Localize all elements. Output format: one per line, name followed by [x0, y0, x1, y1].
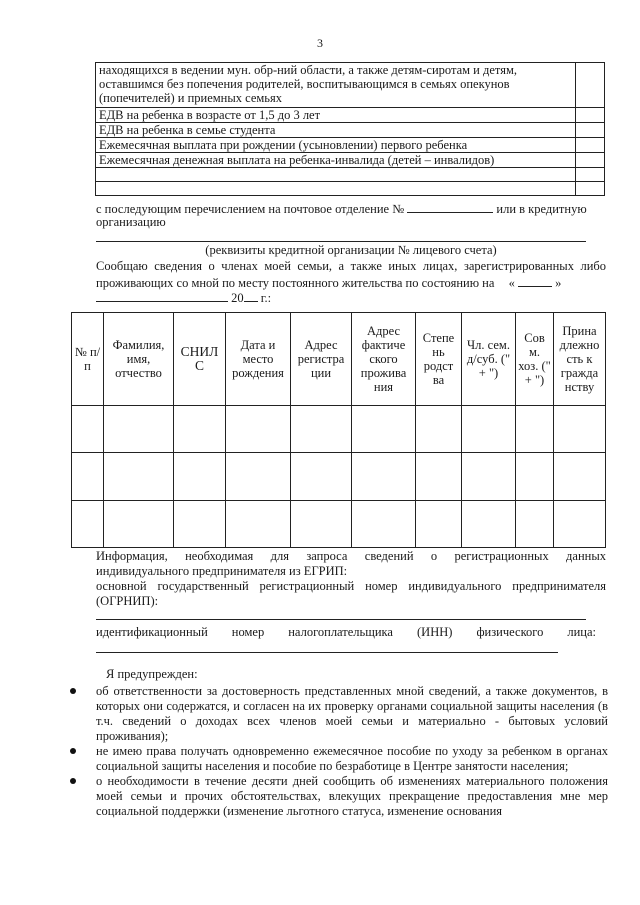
table-row	[96, 123, 605, 138]
inn-label: идентификационный номер налогоплательщика (ИНН) физического лица:	[96, 625, 596, 639]
checkbox-cell[interactable]	[576, 123, 605, 138]
transfer-line	[96, 200, 606, 216]
benefit-cell	[96, 182, 576, 196]
table-cell[interactable]	[462, 453, 516, 500]
table-row	[96, 182, 605, 196]
table-cell[interactable]	[226, 406, 291, 453]
open-quote: «	[508, 276, 515, 290]
table-cell[interactable]	[226, 453, 291, 500]
table-cell[interactable]	[416, 500, 462, 547]
col-header-number: № п/п	[72, 313, 104, 406]
list-item	[68, 774, 608, 819]
table-cell[interactable]	[104, 500, 174, 547]
table-cell[interactable]	[291, 406, 352, 453]
table-cell[interactable]	[72, 500, 104, 547]
egrip-line3: основной государственный регистрационный номер индивидуального предпринимателя	[96, 579, 606, 593]
close-quote: »	[555, 276, 562, 290]
table-row	[96, 168, 605, 182]
col-header-family-member: Чл. сем. д/суб. (" + ")	[462, 313, 516, 406]
family-intro-line1: Сообщаю сведения о членах моей семьи, а также иных лицах, зарегистрированных либо	[96, 259, 606, 273]
table-row	[72, 453, 606, 500]
table-row	[96, 153, 605, 168]
table-row	[96, 138, 605, 153]
col-header-actual-address: Адрес фактиче ского прожива ния	[352, 313, 416, 406]
transfer-text-2: или в кредитную	[496, 202, 587, 216]
family-intro-text: проживающих со мной по месту постоянного жительства по состоянию на	[96, 276, 495, 290]
bullet-icon	[70, 778, 76, 784]
page-number: 3	[317, 36, 323, 50]
egrip-line1: Информация, необходимая для запроса сведений о регистрационных данных	[96, 549, 606, 563]
table-row	[96, 108, 605, 123]
col-header-full-name: Фамилия, имя, отчество	[104, 313, 174, 406]
benefit-cell: находящихся в ведении мун. обр-ний области, а также детям-сиротам и детям, оставшимся без попечения родителей, воспитывающимся в семьях опекунов (попечителей) и приемных семьях	[96, 63, 576, 108]
egrip-line2: индивидуального предпринимателя из ЕГРИП:	[96, 564, 348, 578]
bullet-icon	[70, 748, 76, 754]
table-cell[interactable]	[174, 453, 226, 500]
warning-text: не имею права получать одновременно ежемесячное пособие по уходу за ребенком в органах социальной защиты населения и пособие по безработице в Центре занятости населения;	[96, 744, 608, 773]
requisites-caption: (реквизиты кредитной организации № лицевого счета)	[205, 243, 497, 257]
requisites-field[interactable]	[96, 241, 586, 242]
list-item	[68, 744, 608, 774]
table-row	[96, 63, 605, 108]
col-header-household: Сов м. хоз. (" + ")	[516, 313, 554, 406]
table-cell[interactable]	[72, 453, 104, 500]
table-cell[interactable]	[554, 406, 606, 453]
col-header-relation: Степе нь родст ва	[416, 313, 462, 406]
checkbox-cell[interactable]	[576, 153, 605, 168]
table-cell[interactable]	[226, 500, 291, 547]
col-header-reg-address: Адрес регистра ции	[291, 313, 352, 406]
warnings-intro: Я предупрежден:	[106, 667, 198, 681]
table-cell[interactable]	[516, 500, 554, 547]
table-cell[interactable]	[462, 500, 516, 547]
col-header-snils: СНИЛ С	[174, 313, 226, 406]
table-cell[interactable]	[352, 453, 416, 500]
ogrnip-field[interactable]	[96, 619, 586, 620]
table-cell[interactable]	[416, 406, 462, 453]
table-cell[interactable]	[516, 453, 554, 500]
warnings-list	[68, 684, 608, 819]
table-cell[interactable]	[352, 406, 416, 453]
date-month-field[interactable]	[96, 289, 228, 302]
inn-field[interactable]	[96, 652, 558, 653]
table-cell[interactable]	[554, 500, 606, 547]
table-row	[72, 406, 606, 453]
table-cell[interactable]	[462, 406, 516, 453]
warning-text: об ответственности за достоверность представленных мной сведений, а также документов, в которых они содержатся, и согласен на их проверку органами социальной защиты населения (в т.ч. сведений о доходах всех членов моей семьи и материально - бытовых условий проживания);	[96, 684, 608, 743]
table-cell[interactable]	[516, 406, 554, 453]
table-header-row	[72, 313, 606, 406]
table-cell[interactable]	[104, 453, 174, 500]
year-prefix: 20	[231, 291, 244, 305]
checkbox-cell[interactable]	[576, 168, 605, 182]
benefit-cell: ЕДВ на ребенка в семье студента	[96, 123, 576, 138]
benefit-cell: Ежемесячная выплата при рождении (усыновлении) первого ребенка	[96, 138, 576, 153]
checkbox-cell[interactable]	[576, 182, 605, 196]
list-item	[68, 684, 608, 744]
table-row	[72, 500, 606, 547]
table-cell[interactable]	[104, 406, 174, 453]
table-cell[interactable]	[174, 500, 226, 547]
checkbox-cell[interactable]	[576, 138, 605, 153]
table-cell[interactable]	[554, 453, 606, 500]
warning-text: о необходимости в течение десяти дней сообщить об изменениях материального положения моей семьи и прочих обстоятельствах, влекущих прекращение предоставления мне мер социальной поддержки (изменение льготного статуса, изменение основания	[96, 774, 608, 818]
col-header-birth: Дата и место рождения	[226, 313, 291, 406]
egrip-line4: (ОГРНИП):	[96, 594, 159, 608]
bullet-icon	[70, 688, 76, 694]
benefit-cell: ЕДВ на ребенка в возрасте от 1,5 до 3 лет	[96, 108, 576, 123]
benefit-cell	[96, 168, 576, 182]
transfer-text: с последующим перечислением на почтовое отделение №	[96, 202, 405, 216]
checkbox-cell[interactable]	[576, 108, 605, 123]
benefit-cell: Ежемесячная денежная выплата на ребенка-инвалида (детей – инвалидов)	[96, 153, 576, 168]
table-cell[interactable]	[291, 453, 352, 500]
family-intro-line3	[96, 289, 271, 306]
table-cell[interactable]	[72, 406, 104, 453]
benefits-table	[95, 62, 605, 196]
table-cell[interactable]	[291, 500, 352, 547]
date-year-field[interactable]	[244, 289, 258, 302]
post-office-field[interactable]	[407, 200, 493, 213]
col-header-citizenship: Прина длежно сть к гражда нству	[554, 313, 606, 406]
transfer-org: организацию	[96, 215, 166, 229]
table-cell[interactable]	[416, 453, 462, 500]
table-cell[interactable]	[352, 500, 416, 547]
checkbox-cell[interactable]	[576, 63, 605, 108]
table-cell[interactable]	[174, 406, 226, 453]
year-suffix: г.:	[260, 291, 272, 305]
family-members-table	[71, 312, 606, 548]
date-day-field[interactable]	[518, 274, 552, 287]
